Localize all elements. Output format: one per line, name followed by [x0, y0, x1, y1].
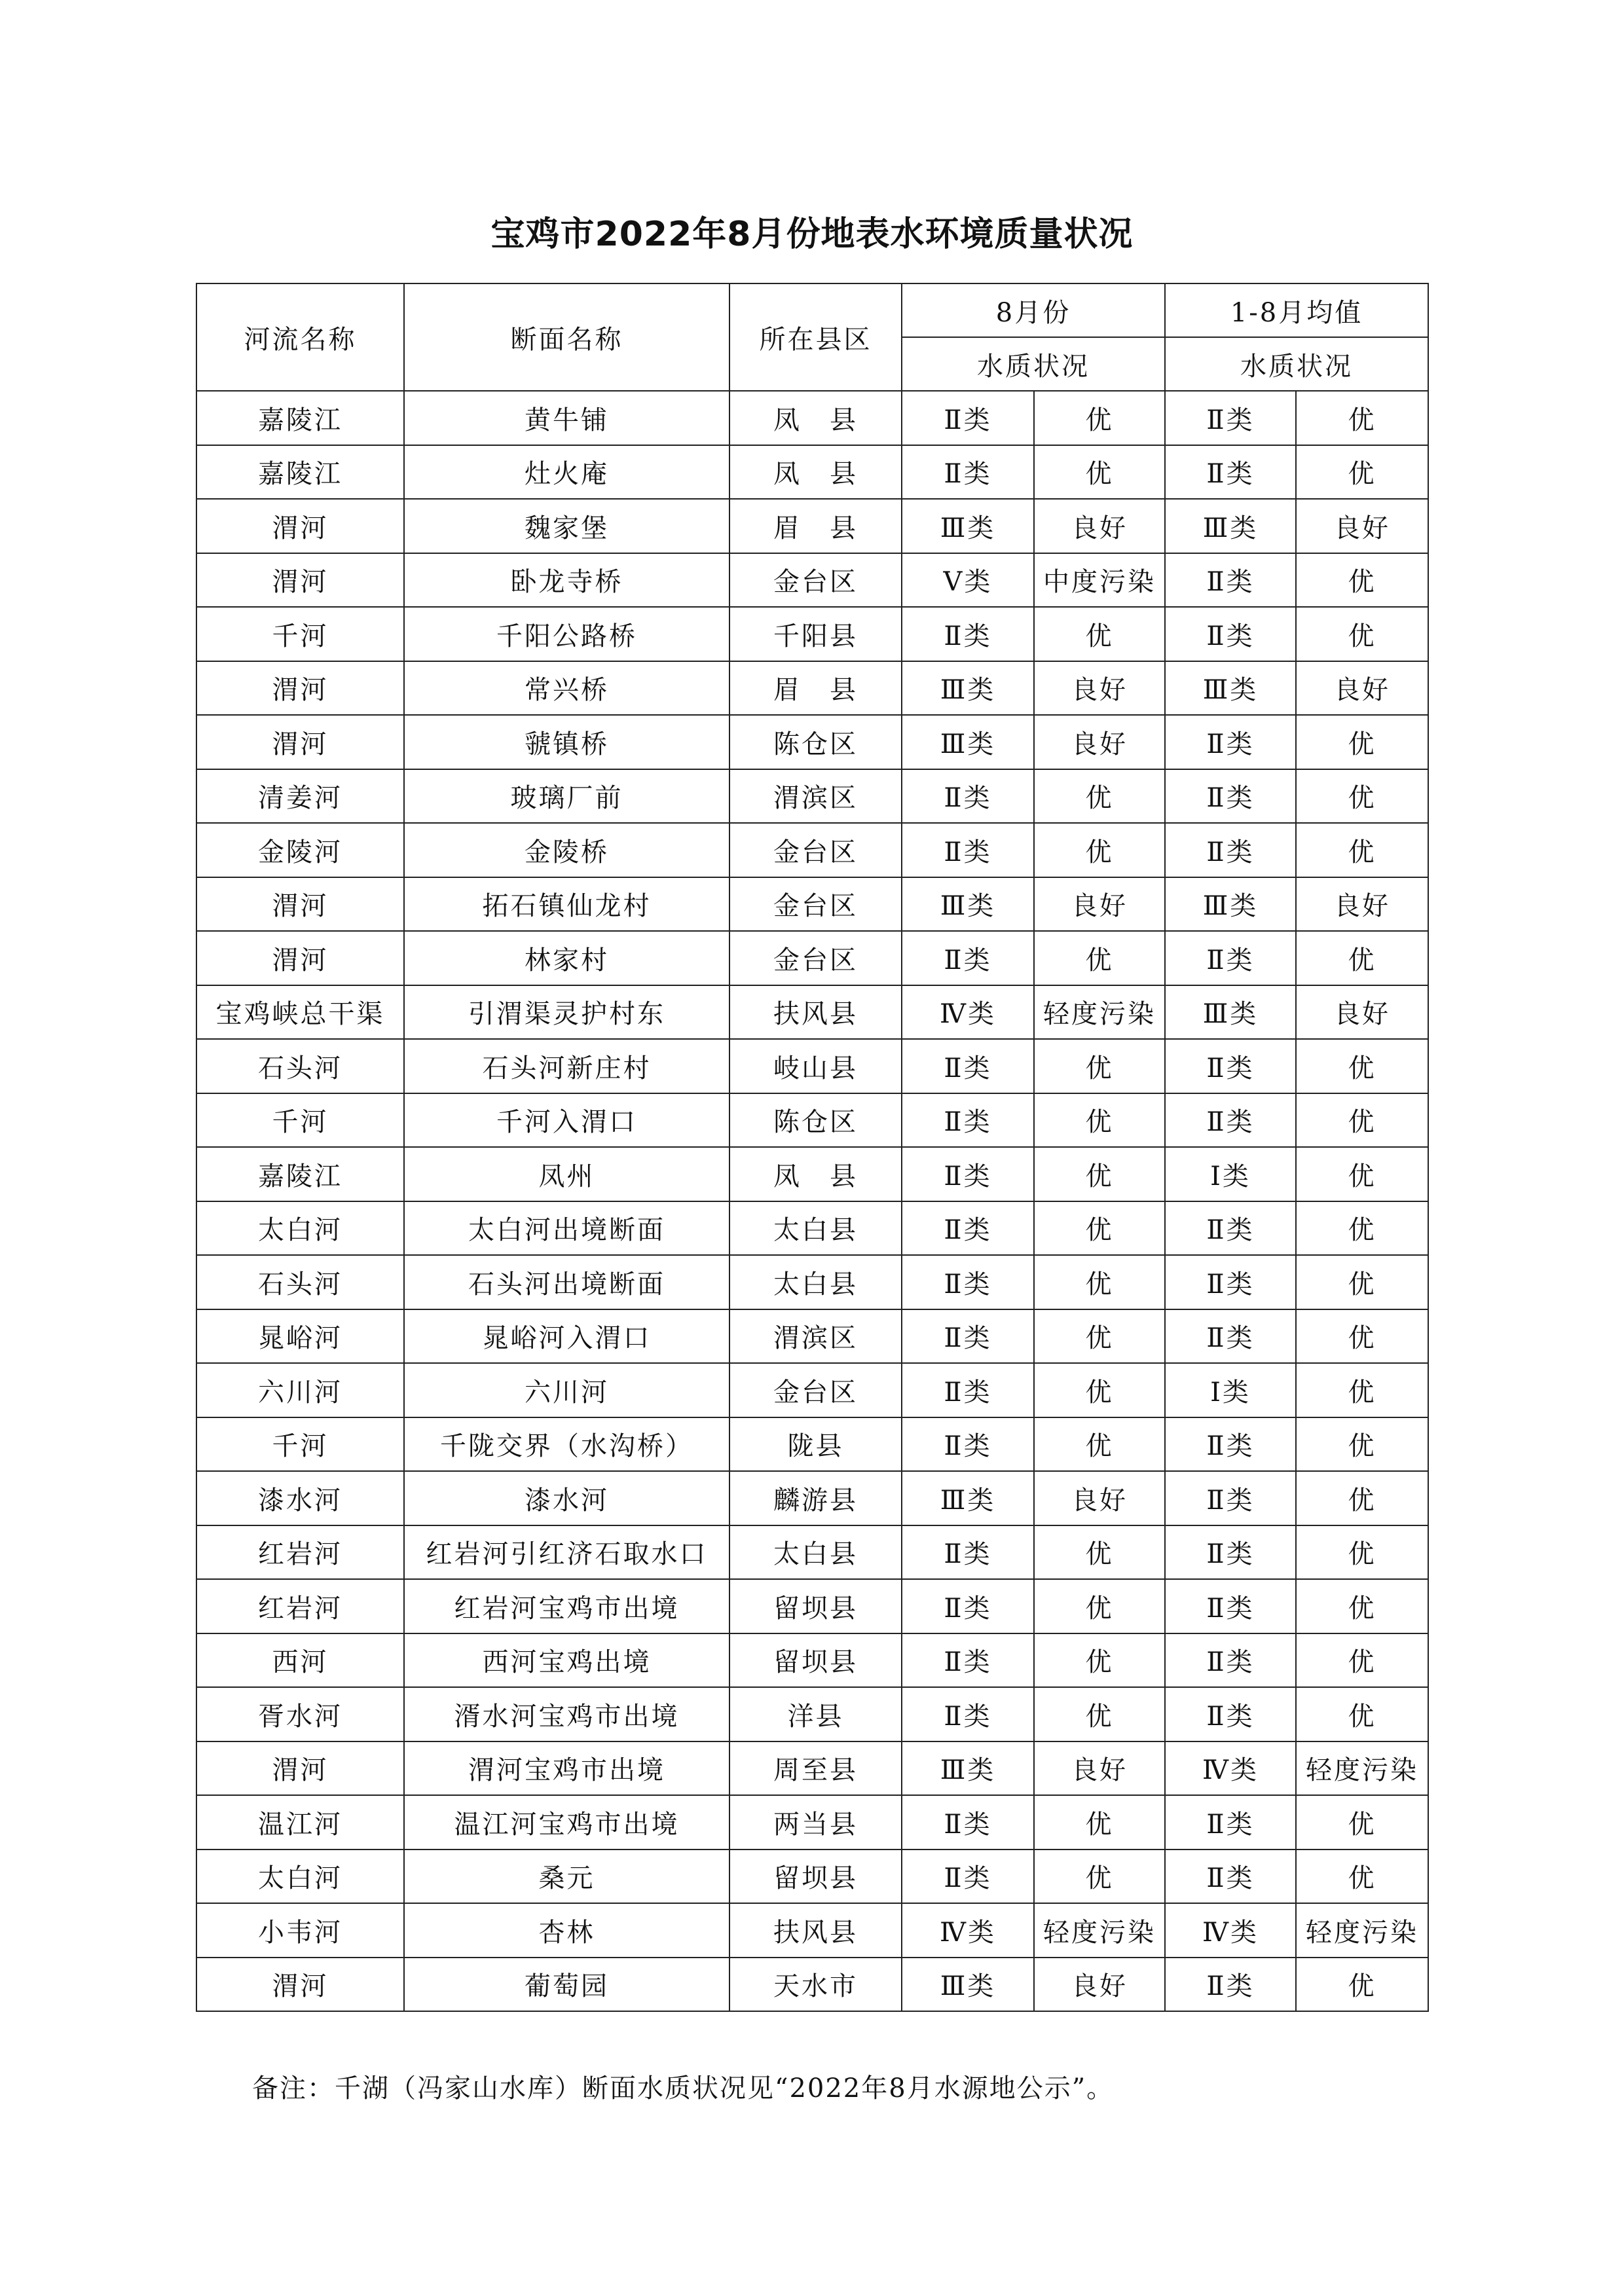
cell-august-class: Ⅱ类 — [902, 1687, 1034, 1741]
cell-august-class: Ⅲ类 — [902, 1471, 1034, 1525]
cell-august-status: 优 — [1034, 1039, 1165, 1093]
cell-section: 魏家堡 — [404, 499, 729, 553]
table-row — [196, 661, 1428, 716]
cell-river: 红岩河 — [196, 1579, 404, 1633]
cell-august-status: 优 — [1034, 823, 1165, 877]
cell-section: 六川河 — [404, 1363, 729, 1417]
cell-section: 石头河新庄村 — [404, 1039, 729, 1093]
cell-river: 清姜河 — [196, 769, 404, 824]
cell-river: 千河 — [196, 1417, 404, 1472]
cell-august-class: Ⅱ类 — [902, 1579, 1034, 1633]
cell-section: 渭河宝鸡市出境 — [404, 1741, 729, 1796]
cell-august-status: 优 — [1034, 1309, 1165, 1364]
cell-average-class: Ⅳ类 — [1165, 1903, 1296, 1958]
cell-county: 太白县 — [729, 1201, 902, 1256]
cell-august-status: 优 — [1034, 1525, 1165, 1580]
cell-river: 温江河 — [196, 1795, 404, 1850]
table-row — [196, 1850, 1428, 1904]
table-row — [196, 769, 1428, 824]
table-row — [196, 1417, 1428, 1472]
cell-average-status: 轻度污染 — [1296, 1741, 1428, 1796]
cell-section: 太白河出境断面 — [404, 1201, 729, 1256]
cell-august-class: Ⅱ类 — [902, 607, 1034, 661]
cell-county: 留坝县 — [729, 1579, 902, 1633]
cell-average-status: 优 — [1296, 1795, 1428, 1850]
cell-county: 太白县 — [729, 1525, 902, 1580]
cell-august-status: 优 — [1034, 1093, 1165, 1148]
cell-august-class: Ⅱ类 — [902, 445, 1034, 500]
cell-average-class: Ⅱ类 — [1165, 1309, 1296, 1364]
cell-august-status: 优 — [1034, 1201, 1165, 1256]
cell-county: 天水市 — [729, 1958, 902, 2012]
header-river: 河流名称 — [196, 283, 404, 391]
cell-river: 渭河 — [196, 553, 404, 608]
cell-average-class: Ⅲ类 — [1165, 661, 1296, 716]
cell-august-status: 优 — [1034, 1363, 1165, 1417]
cell-august-class: Ⅲ类 — [902, 499, 1034, 553]
table-row — [196, 1958, 1428, 2012]
table-row — [196, 1687, 1428, 1741]
cell-average-class: Ⅱ类 — [1165, 1579, 1296, 1633]
cell-august-status: 良好 — [1034, 499, 1165, 553]
header-august-status: 水质状况 — [902, 337, 1165, 391]
table-row — [196, 1633, 1428, 1688]
cell-average-status: 优 — [1296, 445, 1428, 500]
cell-august-class: Ⅱ类 — [902, 823, 1034, 877]
cell-august-class: Ⅳ类 — [902, 985, 1034, 1040]
cell-august-class: Ⅱ类 — [902, 1525, 1034, 1580]
cell-river: 渭河 — [196, 661, 404, 716]
cell-average-class: Ⅱ类 — [1165, 1255, 1296, 1309]
cell-section: 桑元 — [404, 1850, 729, 1904]
cell-county: 扶风县 — [729, 1903, 902, 1958]
cell-august-status: 中度污染 — [1034, 553, 1165, 608]
cell-section: 温江河宝鸡市出境 — [404, 1795, 729, 1850]
cell-river: 石头河 — [196, 1255, 404, 1309]
cell-average-class: Ⅱ类 — [1165, 1039, 1296, 1093]
cell-average-status: 优 — [1296, 1201, 1428, 1256]
cell-august-status: 良好 — [1034, 715, 1165, 769]
table-row — [196, 823, 1428, 877]
cell-county: 凤 县 — [729, 1147, 902, 1201]
cell-average-status: 优 — [1296, 391, 1428, 445]
cell-average-class: Ⅱ类 — [1165, 769, 1296, 824]
table-body — [196, 391, 1428, 2011]
cell-average-class: Ⅰ类 — [1165, 1363, 1296, 1417]
cell-august-class: Ⅱ类 — [902, 931, 1034, 985]
cell-county: 金台区 — [729, 553, 902, 608]
table-header — [196, 283, 1428, 391]
cell-august-status: 优 — [1034, 1633, 1165, 1688]
table-row — [196, 1309, 1428, 1364]
cell-river: 石头河 — [196, 1039, 404, 1093]
cell-average-status: 良好 — [1296, 661, 1428, 716]
cell-county: 麟游县 — [729, 1471, 902, 1525]
cell-average-class: Ⅱ类 — [1165, 1795, 1296, 1850]
cell-august-class: Ⅱ类 — [902, 1417, 1034, 1472]
cell-river: 西河 — [196, 1633, 404, 1688]
cell-county: 太白县 — [729, 1255, 902, 1309]
cell-average-status: 优 — [1296, 1039, 1428, 1093]
cell-average-status: 优 — [1296, 715, 1428, 769]
cell-section: 林家村 — [404, 931, 729, 985]
cell-river: 金陵河 — [196, 823, 404, 877]
table-row — [196, 607, 1428, 661]
header-county: 所在县区 — [729, 283, 902, 391]
cell-section: 卧龙寺桥 — [404, 553, 729, 608]
cell-august-status: 优 — [1034, 1417, 1165, 1472]
cell-section: 虢镇桥 — [404, 715, 729, 769]
cell-august-class: Ⅱ类 — [902, 1039, 1034, 1093]
cell-average-status: 轻度污染 — [1296, 1903, 1428, 1958]
cell-county: 陈仓区 — [729, 1093, 902, 1148]
cell-county: 凤 县 — [729, 391, 902, 445]
cell-county: 岐山县 — [729, 1039, 902, 1093]
cell-average-status: 良好 — [1296, 877, 1428, 932]
cell-average-status: 优 — [1296, 1417, 1428, 1472]
table-row — [196, 1741, 1428, 1796]
header-average: 1-8月均值 — [1165, 283, 1428, 337]
cell-county: 洋县 — [729, 1687, 902, 1741]
table-row — [196, 553, 1428, 608]
cell-average-class: Ⅱ类 — [1165, 1201, 1296, 1256]
table-row — [196, 715, 1428, 769]
cell-average-status: 优 — [1296, 1147, 1428, 1201]
cell-august-status: 轻度污染 — [1034, 1903, 1165, 1958]
cell-average-class: Ⅱ类 — [1165, 823, 1296, 877]
cell-average-status: 优 — [1296, 1363, 1428, 1417]
cell-august-status: 优 — [1034, 391, 1165, 445]
cell-average-class: Ⅱ类 — [1165, 1417, 1296, 1472]
cell-average-class: Ⅱ类 — [1165, 931, 1296, 985]
cell-august-status: 优 — [1034, 1687, 1165, 1741]
header-section: 断面名称 — [404, 283, 729, 391]
cell-average-class: Ⅱ类 — [1165, 445, 1296, 500]
cell-county: 金台区 — [729, 823, 902, 877]
cell-august-status: 良好 — [1034, 1741, 1165, 1796]
cell-august-status: 良好 — [1034, 1958, 1165, 2012]
cell-county: 眉 县 — [729, 661, 902, 716]
cell-section: 晁峪河入渭口 — [404, 1309, 729, 1364]
table-row — [196, 1255, 1428, 1309]
cell-section: 拓石镇仙龙村 — [404, 877, 729, 932]
cell-august-class: Ⅱ类 — [902, 1850, 1034, 1904]
cell-section: 玻璃厂前 — [404, 769, 729, 824]
cell-august-status: 良好 — [1034, 1471, 1165, 1525]
cell-river: 宝鸡峡总干渠 — [196, 985, 404, 1040]
cell-river: 千河 — [196, 1093, 404, 1148]
header-august: 8月份 — [902, 283, 1165, 337]
cell-county: 两当县 — [729, 1795, 902, 1850]
cell-average-class: Ⅱ类 — [1165, 1093, 1296, 1148]
table-row — [196, 445, 1428, 500]
cell-county: 眉 县 — [729, 499, 902, 553]
cell-section: 灶火庵 — [404, 445, 729, 500]
header-average-status: 水质状况 — [1165, 337, 1428, 391]
cell-average-status: 优 — [1296, 1093, 1428, 1148]
table-row — [196, 1093, 1428, 1148]
table-row — [196, 1147, 1428, 1201]
cell-river: 六川河 — [196, 1363, 404, 1417]
cell-august-status: 优 — [1034, 607, 1165, 661]
cell-average-class: Ⅲ类 — [1165, 499, 1296, 553]
cell-river: 渭河 — [196, 1958, 404, 2012]
cell-august-class: Ⅱ类 — [902, 1633, 1034, 1688]
cell-section: 凤州 — [404, 1147, 729, 1201]
cell-river: 太白河 — [196, 1850, 404, 1904]
cell-august-status: 良好 — [1034, 661, 1165, 716]
table-row — [196, 877, 1428, 932]
cell-august-status: 轻度污染 — [1034, 985, 1165, 1040]
cell-section: 千陇交界（水沟桥） — [404, 1417, 729, 1472]
cell-section: 千河入渭口 — [404, 1093, 729, 1148]
cell-average-class: Ⅱ类 — [1165, 1525, 1296, 1580]
cell-august-class: Ⅲ类 — [902, 877, 1034, 932]
table-row — [196, 1039, 1428, 1093]
cell-august-status: 优 — [1034, 1795, 1165, 1850]
cell-river: 太白河 — [196, 1201, 404, 1256]
cell-average-class: Ⅱ类 — [1165, 553, 1296, 608]
cell-section: 千阳公路桥 — [404, 607, 729, 661]
cell-section: 红岩河引红济石取水口 — [404, 1525, 729, 1580]
cell-august-class: Ⅴ类 — [902, 553, 1034, 608]
cell-average-status: 优 — [1296, 1850, 1428, 1904]
cell-county: 千阳县 — [729, 607, 902, 661]
cell-county: 渭滨区 — [729, 1309, 902, 1364]
cell-river: 渭河 — [196, 931, 404, 985]
table-row — [196, 1201, 1428, 1256]
cell-section: 金陵桥 — [404, 823, 729, 877]
water-quality-table — [196, 283, 1429, 2012]
cell-river: 渭河 — [196, 499, 404, 553]
cell-average-status: 优 — [1296, 1525, 1428, 1580]
cell-august-class: Ⅳ类 — [902, 1903, 1034, 1958]
cell-county: 凤 县 — [729, 445, 902, 500]
cell-august-class: Ⅱ类 — [902, 1363, 1034, 1417]
cell-river: 胥水河 — [196, 1687, 404, 1741]
table-row — [196, 931, 1428, 985]
cell-average-class: Ⅲ类 — [1165, 985, 1296, 1040]
cell-august-class: Ⅱ类 — [902, 1147, 1034, 1201]
cell-average-class: Ⅲ类 — [1165, 877, 1296, 932]
cell-august-status: 良好 — [1034, 877, 1165, 932]
cell-average-class: Ⅱ类 — [1165, 607, 1296, 661]
cell-river: 漆水河 — [196, 1471, 404, 1525]
cell-river: 嘉陵江 — [196, 391, 404, 445]
cell-august-class: Ⅱ类 — [902, 391, 1034, 445]
cell-august-class: Ⅱ类 — [902, 1093, 1034, 1148]
table-row — [196, 391, 1428, 445]
cell-section: 葡萄园 — [404, 1958, 729, 2012]
cell-august-status: 优 — [1034, 1147, 1165, 1201]
table-row — [196, 1795, 1428, 1850]
cell-county: 留坝县 — [729, 1850, 902, 1904]
cell-river: 千河 — [196, 607, 404, 661]
cell-average-status: 优 — [1296, 1579, 1428, 1633]
cell-county: 金台区 — [729, 1363, 902, 1417]
cell-average-status: 优 — [1296, 1633, 1428, 1688]
cell-average-status: 优 — [1296, 823, 1428, 877]
cell-august-status: 优 — [1034, 1850, 1165, 1904]
cell-average-class: Ⅰ类 — [1165, 1147, 1296, 1201]
cell-river: 红岩河 — [196, 1525, 404, 1580]
cell-average-status: 优 — [1296, 769, 1428, 824]
cell-august-status: 优 — [1034, 931, 1165, 985]
cell-county: 渭滨区 — [729, 769, 902, 824]
footnote: 备注：千湖（冯家山水库）断面水质状况见“2022年8月水源地公示”。 — [252, 2073, 1115, 2104]
cell-river: 渭河 — [196, 1741, 404, 1796]
cell-section: 石头河出境断面 — [404, 1255, 729, 1309]
cell-average-class: Ⅱ类 — [1165, 1633, 1296, 1688]
cell-average-class: Ⅱ类 — [1165, 1958, 1296, 2012]
table-row — [196, 499, 1428, 553]
table-row — [196, 1579, 1428, 1633]
cell-county: 扶风县 — [729, 985, 902, 1040]
cell-august-class: Ⅱ类 — [902, 769, 1034, 824]
table-row — [196, 985, 1428, 1040]
cell-average-status: 优 — [1296, 1471, 1428, 1525]
cell-average-status: 优 — [1296, 931, 1428, 985]
table-row — [196, 1525, 1428, 1580]
table-row — [196, 1363, 1428, 1417]
cell-section: 黄牛铺 — [404, 391, 729, 445]
cell-average-status: 优 — [1296, 1958, 1428, 2012]
cell-average-status: 优 — [1296, 607, 1428, 661]
cell-august-status: 优 — [1034, 1579, 1165, 1633]
cell-august-class: Ⅱ类 — [902, 1201, 1034, 1256]
cell-county: 留坝县 — [729, 1633, 902, 1688]
cell-august-status: 优 — [1034, 769, 1165, 824]
cell-county: 金台区 — [729, 877, 902, 932]
cell-section: 引渭渠灵护村东 — [404, 985, 729, 1040]
cell-river: 嘉陵江 — [196, 445, 404, 500]
cell-average-class: Ⅱ类 — [1165, 1850, 1296, 1904]
cell-county: 金台区 — [729, 931, 902, 985]
cell-average-status: 优 — [1296, 1687, 1428, 1741]
cell-section: 湑水河宝鸡市出境 — [404, 1687, 729, 1741]
cell-section: 常兴桥 — [404, 661, 729, 716]
cell-august-class: Ⅱ类 — [902, 1795, 1034, 1850]
cell-august-class: Ⅲ类 — [902, 1741, 1034, 1796]
cell-section: 西河宝鸡出境 — [404, 1633, 729, 1688]
cell-section: 杏林 — [404, 1903, 729, 1958]
cell-august-status: 优 — [1034, 445, 1165, 500]
table-row — [196, 1471, 1428, 1525]
cell-average-class: Ⅱ类 — [1165, 391, 1296, 445]
cell-river: 渭河 — [196, 715, 404, 769]
cell-county: 陈仓区 — [729, 715, 902, 769]
cell-august-class: Ⅲ类 — [902, 661, 1034, 716]
cell-average-class: Ⅱ类 — [1165, 1687, 1296, 1741]
cell-average-status: 优 — [1296, 1309, 1428, 1364]
cell-august-class: Ⅲ类 — [902, 1958, 1034, 2012]
cell-county: 陇县 — [729, 1417, 902, 1472]
cell-river: 嘉陵江 — [196, 1147, 404, 1201]
header-row-1 — [196, 283, 1428, 337]
cell-section: 红岩河宝鸡市出境 — [404, 1579, 729, 1633]
page-title: 宝鸡市2022年8月份地表水环境质量状况 — [490, 215, 1134, 254]
cell-average-class: Ⅱ类 — [1165, 715, 1296, 769]
cell-average-status: 良好 — [1296, 499, 1428, 553]
cell-average-status: 优 — [1296, 1255, 1428, 1309]
cell-river: 晁峪河 — [196, 1309, 404, 1364]
cell-average-status: 良好 — [1296, 985, 1428, 1040]
cell-river: 渭河 — [196, 877, 404, 932]
cell-august-class: Ⅱ类 — [902, 1309, 1034, 1364]
cell-average-class: Ⅳ类 — [1165, 1741, 1296, 1796]
cell-august-status: 优 — [1034, 1255, 1165, 1309]
table-row — [196, 1903, 1428, 1958]
cell-river: 小韦河 — [196, 1903, 404, 1958]
cell-average-class: Ⅱ类 — [1165, 1471, 1296, 1525]
cell-county: 周至县 — [729, 1741, 902, 1796]
cell-section: 漆水河 — [404, 1471, 729, 1525]
cell-august-class: Ⅱ类 — [902, 1255, 1034, 1309]
cell-august-class: Ⅲ类 — [902, 715, 1034, 769]
cell-average-status: 优 — [1296, 553, 1428, 608]
